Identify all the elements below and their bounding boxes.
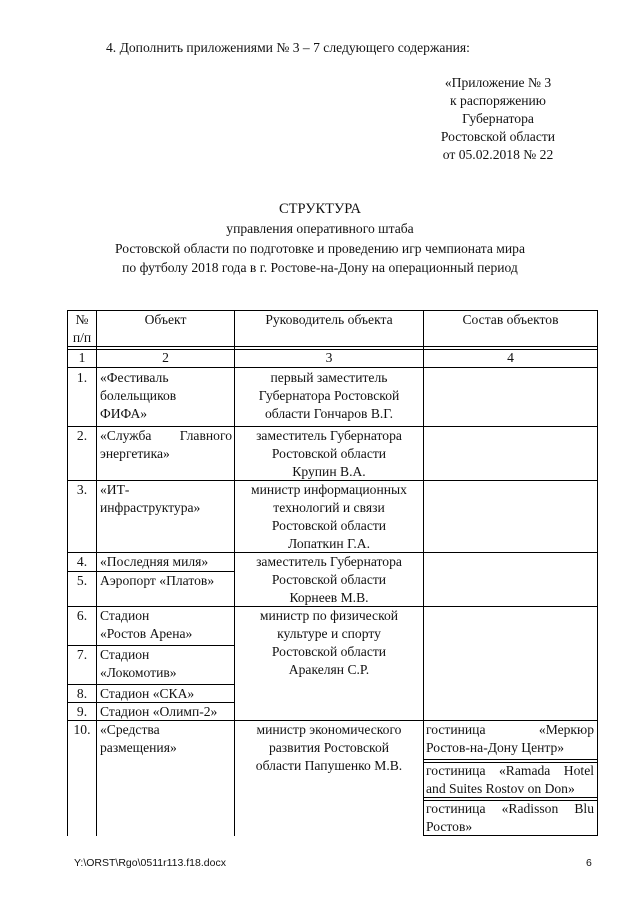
appendix-line: к распоряжению bbox=[450, 93, 546, 108]
composition-cell: гостиница «Radisson Blu Ростов» bbox=[426, 801, 594, 834]
table-line bbox=[67, 346, 597, 347]
head-cell: заместитель Губернатора Ростовской области Крупин В.А. bbox=[256, 428, 402, 479]
table-line bbox=[423, 759, 597, 760]
header-head: Руководитель объекта bbox=[265, 312, 393, 327]
object-cell: Стадион «Ростов Арена» bbox=[100, 608, 193, 641]
column-number: 3 bbox=[325, 350, 333, 365]
column-number: 2 bbox=[162, 350, 169, 365]
object-cell: «ИТ- инфраструктура» bbox=[100, 482, 201, 515]
object-cell: Стадион «СКА» bbox=[100, 686, 195, 701]
subtitle-line: управления оперативного штаба bbox=[226, 221, 414, 236]
head-cell: первый заместитель Губернатора Ростовской области Гончаров В.Г. bbox=[258, 370, 400, 421]
subtitle-line: Ростовской области по подготовке и проведению игр чемпионата мира bbox=[115, 241, 525, 256]
table-line bbox=[597, 310, 598, 836]
row-number: 5. bbox=[76, 573, 88, 588]
page-number: 6 bbox=[586, 857, 592, 869]
table-line bbox=[67, 367, 597, 368]
composition-cell: гостиница «Ramada Hotel and Suites Rostov on Don» bbox=[426, 763, 594, 796]
row-number: 3. bbox=[76, 482, 88, 497]
appendix-line: Ростовской области bbox=[440, 129, 556, 144]
object-cell: Стадион «Олимп-2» bbox=[100, 704, 218, 719]
row-number: 2. bbox=[76, 428, 88, 443]
row-number: 7. bbox=[76, 647, 88, 662]
table-line bbox=[423, 310, 424, 836]
row-number: 4. bbox=[76, 554, 88, 569]
object-cell: «Фестиваль болельщиков ФИФА» bbox=[100, 370, 177, 421]
object-cell: «Служба Главного энергетика» bbox=[100, 428, 232, 461]
paragraph-text: 4. Дополнить приложениями № 3 – 7 следующего содержания: bbox=[106, 40, 470, 55]
footer-file-path: Y:\ORST\Rgo\0511r113.f18.docx bbox=[74, 857, 226, 869]
object-cell: «Последняя миля» bbox=[100, 554, 209, 569]
row-number: 8. bbox=[76, 686, 88, 701]
header-num: № п/п bbox=[72, 312, 92, 345]
appendix-line: Губернатора bbox=[462, 111, 534, 126]
header-composition: Состав объектов bbox=[462, 312, 559, 327]
row-number: 10. bbox=[73, 722, 91, 737]
column-number: 4 bbox=[507, 350, 514, 365]
document-title: СТРУКТУРА bbox=[279, 201, 361, 217]
row-number: 9. bbox=[76, 704, 88, 719]
appendix-line: от 05.02.2018 № 22 bbox=[442, 147, 554, 162]
row-number: 6. bbox=[76, 608, 88, 623]
appendix-header bbox=[420, 74, 576, 164]
head-cell: заместитель Губернатора Ростовской области Корнеев М.В. bbox=[256, 554, 402, 605]
row-number: 1. bbox=[76, 370, 88, 385]
object-cell: Аэропорт «Платов» bbox=[100, 573, 215, 588]
subtitle-line: по футболу 2018 года в г. Ростове-на-Дону на операционный период bbox=[122, 260, 518, 275]
appendix-line: «Приложение № 3 bbox=[444, 75, 552, 90]
object-cell: «Средства размещения» bbox=[100, 722, 177, 755]
table-line bbox=[96, 310, 97, 836]
head-cell: министр информационных технологий и связи Ростовской области Лопаткин Г.А. bbox=[251, 482, 407, 551]
head-cell: министр экономического развития Ростовской области Папушенко М.В. bbox=[255, 722, 403, 773]
column-number: 1 bbox=[78, 350, 86, 365]
head-cell: министр по физической культуре и спорту Ростовской области Аракелян С.Р. bbox=[259, 608, 399, 677]
object-cell: Стадион «Локомотив» bbox=[100, 647, 177, 680]
composition-cell: гостиница «Меркюр Ростов-на-Дону Центр» bbox=[426, 722, 594, 755]
header-object: Объект bbox=[144, 312, 187, 327]
